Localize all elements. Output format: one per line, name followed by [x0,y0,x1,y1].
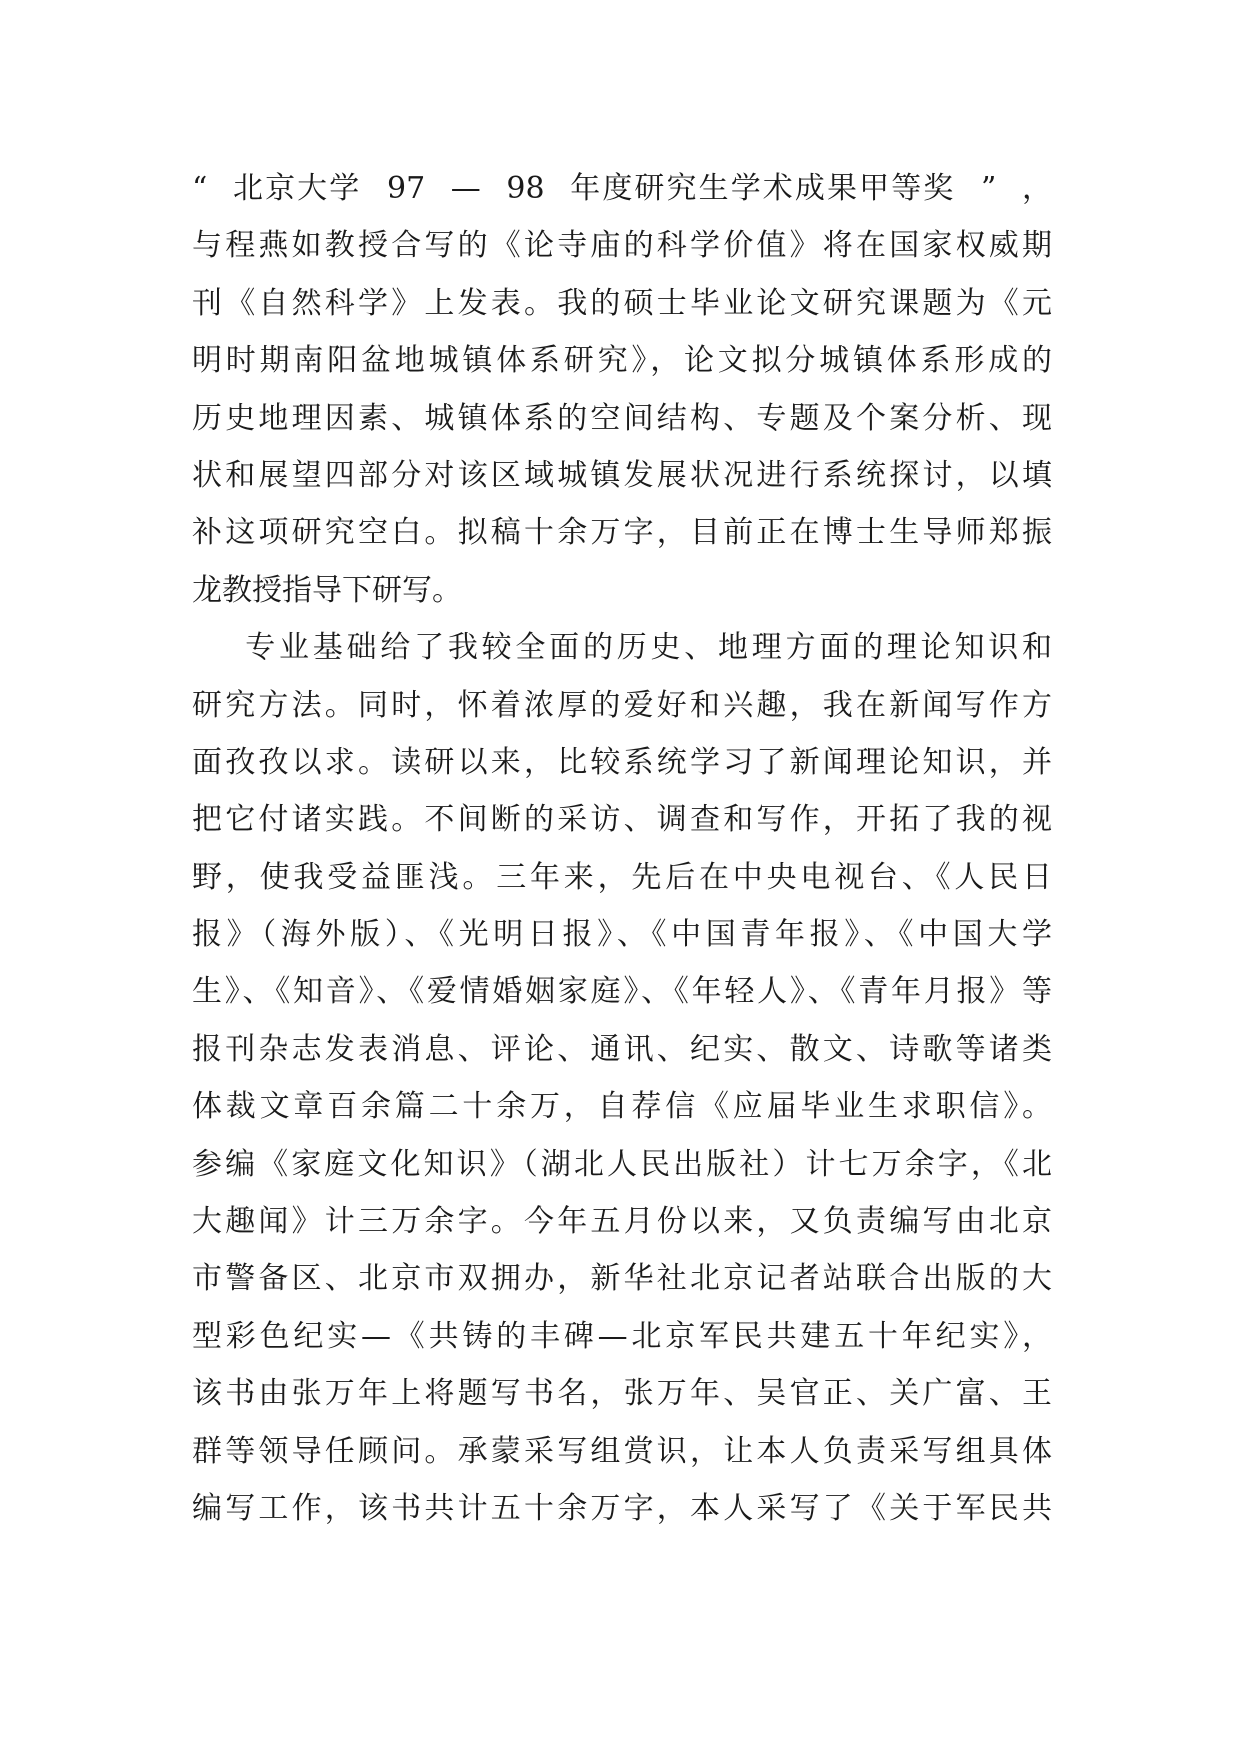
text-line: 型彩色纪实—《共铸的丰碑—北京军民共建五十年纪实》， [192,1318,1052,1354]
text-line: 参编《家庭文化知识》（湖北人民出版社）计七万余字，《北 [192,1146,1052,1182]
text-line: 把它付诸实践。不间断的采访、调查和写作，开拓了我的视 [192,802,1052,838]
text-line: 面孜孜以求。读研以来，比较系统学习了新闻理论知识，并 [192,744,1052,780]
text-line: 群等领导任顾问。承蒙采写组赏识，让本人负责采写组具体 [192,1433,1052,1469]
text-line: 历史地理因素、城镇体系的空间结构、专题及个案分析、现 [192,400,1052,436]
text-line: 大趣闻》计三万余字。今年五月份以来，又负责编写由北京 [192,1204,1052,1240]
text-line: 报刊杂志发表消息、评论、通讯、纪实、散文、诗歌等诸类 [192,1031,1052,1067]
text-line: 明时期南阳盆地城镇体系研究》，论文拟分城镇体系形成的 [192,343,1052,379]
text-line: 报》（海外版）、《光明日报》、《中国青年报》、《中国大学 [192,917,1052,953]
paragraph-start-line: 专业基础给了我较全面的历史、地理方面的理论知识和 [192,630,1052,666]
text-line: 该书由张万年上将题写书名，张万年、吴官正、关广富、王 [192,1376,1052,1412]
text-line: 市警备区、北京市双拥办，新华社北京记者站联合出版的大 [192,1261,1052,1297]
text-line: 补这项研究空白。拟稿十余万字，目前正在博士生导师郑振 [192,515,1052,551]
text-line: 状和展望四部分对该区域城镇发展状况进行系统探讨，以填 [192,457,1052,493]
text-line: 与程燕如教授合写的《论寺庙的科学价值》将在国家权威期 [192,228,1052,264]
text-line: 体裁文章百余篇二十余万，自荐信《应届毕业生求职信》。 [192,1089,1052,1125]
body-text [192,160,1052,1537]
text-line: 研究方法。同时，怀着浓厚的爱好和兴趣，我在新闻写作方 [192,687,1052,723]
text-line: 刊《自然科学》上发表。我的硕士毕业论文研究课题为《元 [192,285,1052,321]
text-line: 野，使我受益匪浅。三年来，先后在中央电视台、《人民日 [192,859,1052,895]
text-line: 龙教授指导下研写。 [192,572,462,608]
text-line: 生》、《知音》、《爱情婚姻家庭》、《年轻人》、《青年月报》等 [192,974,1052,1010]
text-line: 编写工作，该书共计五十余万字，本人采写了《关于军民共 [192,1490,1052,1526]
text-line: “ 北京大学 97 — 98 年度研究生学术成果甲等奖 ” ， [192,171,1052,206]
